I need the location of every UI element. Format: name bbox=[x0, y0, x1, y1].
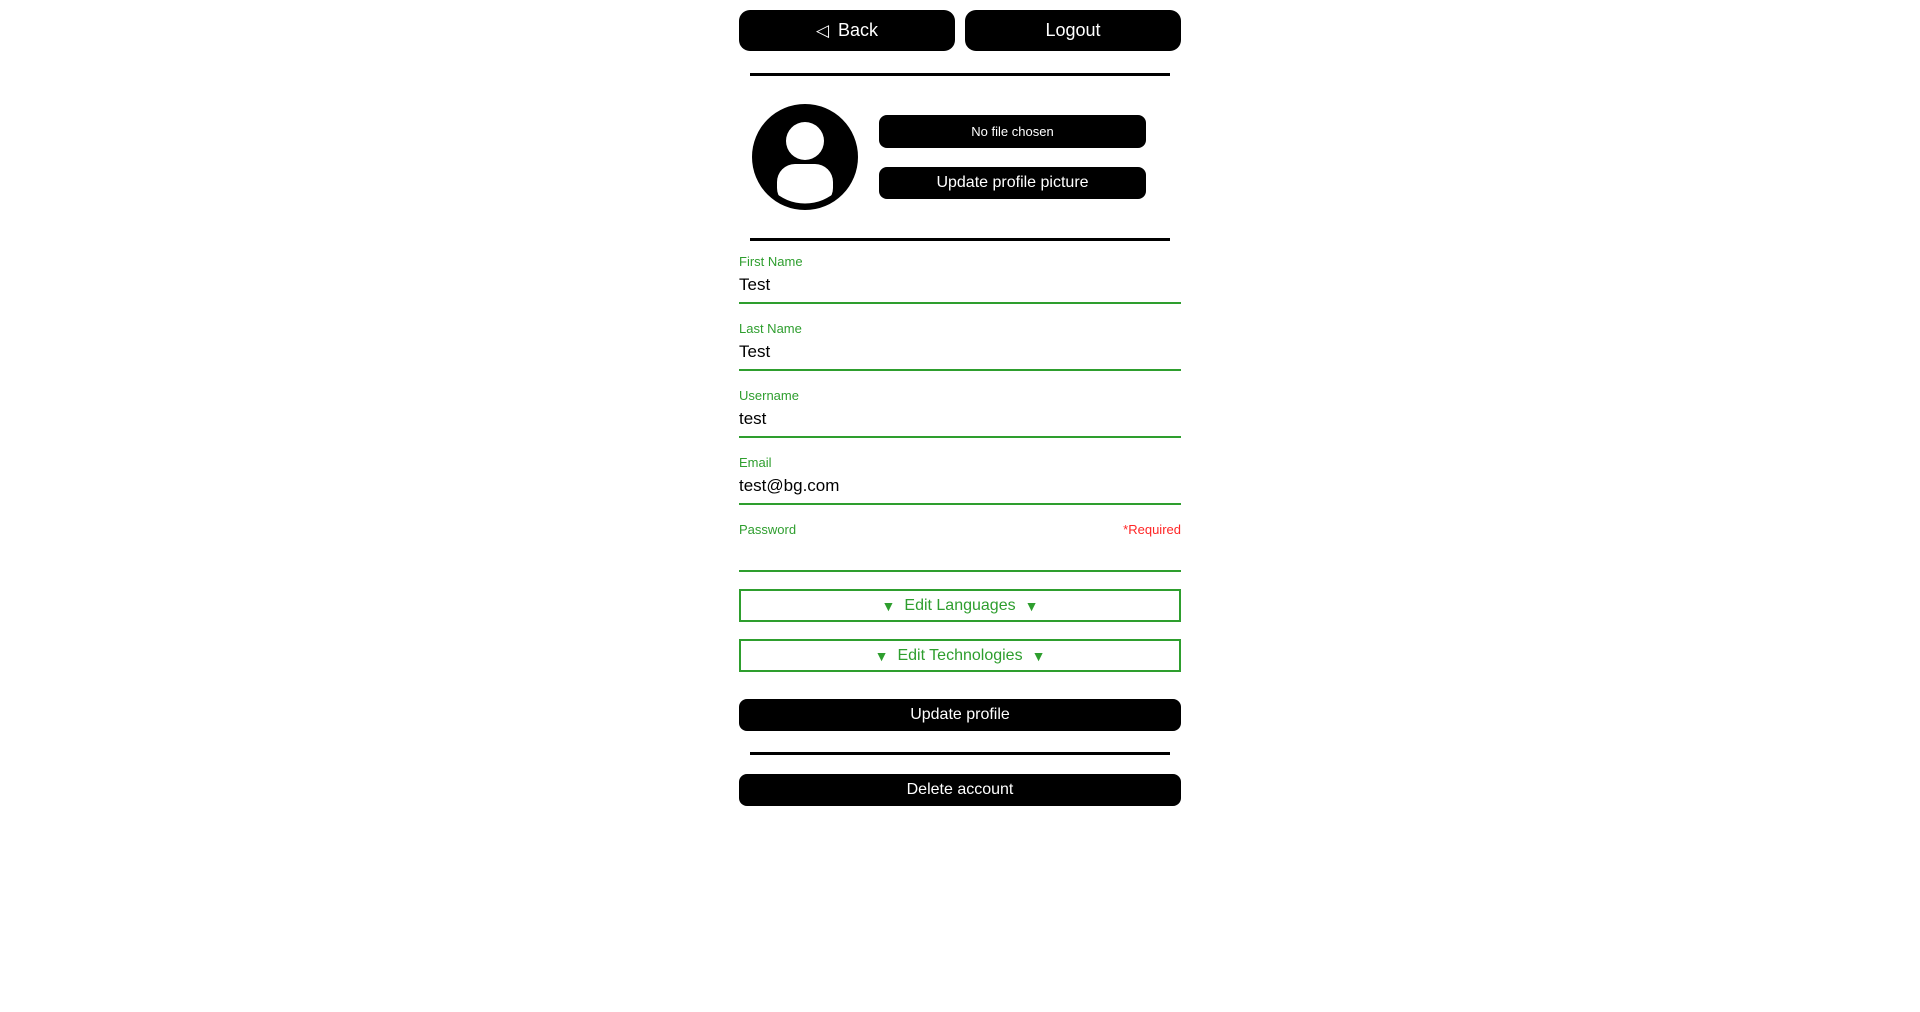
password-required-note: *Required bbox=[1123, 522, 1181, 537]
username-field bbox=[739, 388, 1181, 438]
username-input[interactable] bbox=[739, 403, 1181, 433]
chevron-down-icon: ▼ bbox=[1024, 597, 1039, 614]
email-field bbox=[739, 455, 1181, 505]
file-input-status-text: No file chosen bbox=[971, 124, 1054, 139]
update-profile-button-label: Update profile bbox=[910, 706, 1010, 723]
edit-languages-button[interactable] bbox=[739, 589, 1181, 622]
delete-account-button[interactable] bbox=[739, 774, 1181, 806]
chevron-down-icon: ▼ bbox=[874, 647, 889, 664]
edit-technologies-button[interactable] bbox=[739, 639, 1181, 672]
back-button[interactable] bbox=[739, 10, 955, 51]
back-button-label: Back bbox=[838, 20, 879, 40]
divider bbox=[750, 238, 1170, 241]
password-label: Password bbox=[739, 522, 797, 537]
password-field bbox=[739, 522, 1181, 572]
first-name-input[interactable] bbox=[739, 269, 1181, 299]
first-name-label: First Name bbox=[739, 254, 803, 269]
chevron-down-icon: ▼ bbox=[881, 597, 896, 614]
back-arrow-icon: ◁ bbox=[815, 21, 830, 40]
profile-picture-section bbox=[739, 104, 1181, 210]
edit-technologies-label: Edit Technologies bbox=[897, 646, 1023, 664]
username-label: Username bbox=[739, 388, 799, 403]
update-picture-button[interactable] bbox=[879, 167, 1146, 199]
profile-picture-file-input[interactable] bbox=[879, 115, 1146, 148]
email-input[interactable] bbox=[739, 470, 1181, 500]
divider bbox=[750, 752, 1170, 755]
last-name-field bbox=[739, 321, 1181, 371]
header-actions bbox=[739, 10, 1181, 51]
profile-form bbox=[739, 254, 1181, 806]
update-picture-button-label: Update profile picture bbox=[936, 174, 1089, 191]
chevron-down-icon: ▼ bbox=[1031, 647, 1046, 664]
first-name-field bbox=[739, 254, 1181, 304]
edit-languages-label: Edit Languages bbox=[904, 596, 1016, 614]
email-label: Email bbox=[739, 455, 772, 470]
picture-buttons bbox=[879, 115, 1146, 199]
update-profile-button[interactable] bbox=[739, 699, 1181, 731]
delete-account-button-label: Delete account bbox=[906, 781, 1014, 798]
last-name-label: Last Name bbox=[739, 321, 802, 336]
password-input[interactable] bbox=[739, 537, 1181, 567]
divider bbox=[750, 73, 1170, 76]
last-name-input[interactable] bbox=[739, 336, 1181, 366]
person-circle-icon bbox=[752, 104, 858, 210]
profile-page-column bbox=[739, 0, 1181, 806]
logout-button-label: Logout bbox=[1045, 20, 1101, 40]
logout-button[interactable] bbox=[965, 10, 1181, 51]
